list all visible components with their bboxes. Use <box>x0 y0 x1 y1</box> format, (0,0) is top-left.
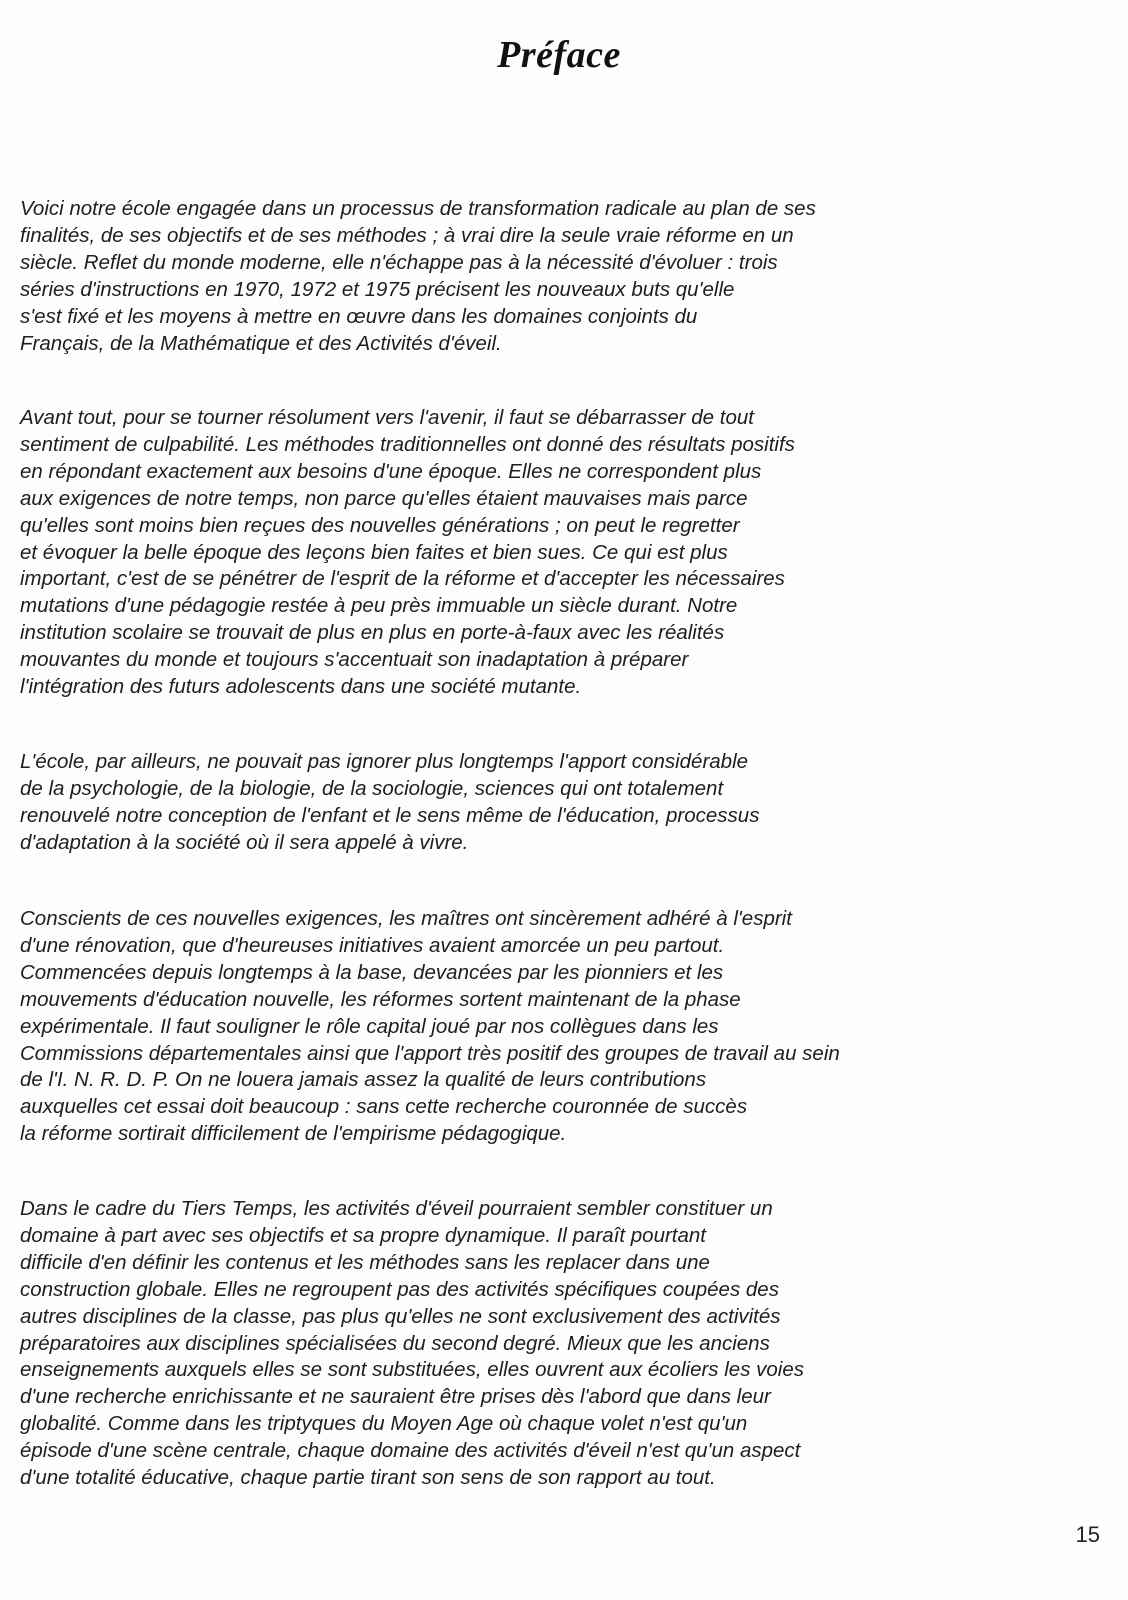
text-line: difficile d'en définir les contenus et les méthodes sans les replacer dans une <box>20 1250 710 1274</box>
text-line: mouvements d'éducation nouvelle, les réformes sortent maintenant de la phase <box>20 987 741 1011</box>
paragraph-3 <box>20 749 1030 857</box>
text-line: Dans le cadre du Tiers Temps, les activités d'éveil pourraient sembler constituer un <box>20 1197 773 1220</box>
text-line: et évoquer la belle époque des leçons bien faites et bien sues. Ce qui est plus <box>20 540 728 564</box>
text-line: aux exigences de notre temps, non parce qu'elles étaient mauvaises mais parce <box>20 486 748 510</box>
text-line: épisode d'une scène centrale, chaque domaine des activités d'éveil n'est qu'un aspect <box>20 1439 801 1463</box>
text-line: sentiment de culpabilité. Les méthodes traditionnelles ont donné des résultats positifs <box>20 432 795 456</box>
text-line: mutations d'une pédagogie restée à peu près immuable un siècle durant. Notre <box>20 594 738 618</box>
text-line: Conscients de ces nouvelles exigences, les maîtres ont sincèrement adhéré à l'esprit <box>20 907 792 930</box>
text-line: préparatoires aux disciplines spécialisées du second degré. Mieux que les anciens <box>20 1331 770 1355</box>
text-line: d'une rénovation, que d'heureuses initiatives avaient amorcée un peu partout. <box>20 933 725 957</box>
text-line: finalités, de ses objectifs et de ses méthodes ; à vrai dire la seule vraie réforme en un <box>20 223 794 247</box>
text-line: enseignements auxquels elles se sont substituées, elles ouvrent aux écoliers les voies <box>20 1358 804 1382</box>
text-line: la réforme sortirait difficilement de l'empirisme pédagogique. <box>20 1122 567 1146</box>
text-line: d'adaptation à la société où il sera appelé à vivre. <box>20 830 469 854</box>
text-line: Voici notre école engagée dans un processus de transformation radicale au plan de ses <box>20 197 816 220</box>
text-line: domaine à part avec ses objectifs et sa propre dynamique. Il paraît pourtant <box>20 1223 706 1247</box>
text-line: séries d'instructions en 1970, 1972 et 1975 précisent les nouveaux buts qu'elle <box>20 277 735 301</box>
text-line: d'une totalité éducative, chaque partie tirant son sens de son rapport au tout. <box>20 1466 716 1490</box>
paragraph-2 <box>20 405 1030 701</box>
text-line: L'école, par ailleurs, ne pouvait pas ignorer plus longtemps l'apport considérable <box>20 750 749 773</box>
text-line: qu'elles sont moins bien reçues des nouvelles générations ; on peut le regretter <box>20 513 740 537</box>
text-line: d'une recherche enrichissante et ne sauraient être prises dès l'abord que dans leur <box>20 1385 771 1409</box>
text-line: mouvantes du monde et toujours s'accentuait son inadaptation à préparer <box>20 648 689 672</box>
text-line: renouvelé notre conception de l'enfant et le sens même de l'éducation, processus <box>20 803 760 827</box>
text-line: Français, de la Mathématique et des Activités d'éveil. <box>20 331 502 355</box>
text-line: Commissions départementales ainsi que l'apport très positif des groupes de travail au sein <box>20 1041 840 1065</box>
text-line: en répondant exactement aux besoins d'une époque. Elles ne correspondent plus <box>20 459 762 483</box>
text-line: institution scolaire se trouvait de plus en plus en porte-à-faux avec les réalités <box>20 621 725 645</box>
text-line: de l'I. N. R. D. P. On ne louera jamais assez la qualité de leurs contributions <box>20 1068 707 1092</box>
text-line: Avant tout, pour se tourner résolument vers l'avenir, il faut se débarrasser de tout <box>20 406 754 429</box>
paragraph-5 <box>20 1196 1030 1492</box>
text-line: siècle. Reflet du monde moderne, elle n'échappe pas à la nécessité d'évoluer : trois <box>20 250 778 274</box>
text-line: Commencées depuis longtemps à la base, devancées par les pionniers et les <box>20 960 724 984</box>
text-line: construction globale. Elles ne regroupent pas des activités spécifiques coupées des <box>20 1277 779 1301</box>
paragraph-1 <box>20 196 1030 357</box>
page-number: 15 <box>1075 1522 1100 1547</box>
text-line: l'intégration des futurs adolescents dans une société mutante. <box>20 675 582 699</box>
text-line: auxquelles cet essai doit beaucoup : sans cette recherche couronnée de succès <box>20 1095 748 1119</box>
page-title: Préface <box>497 34 621 77</box>
text-line: autres disciplines de la classe, pas plus qu'elles ne sont exclusivement des activités <box>20 1304 781 1328</box>
text-line: important, c'est de se pénétrer de l'esprit de la réforme et d'accepter les nécessaires <box>20 567 785 591</box>
text-line: s'est fixé et les moyens à mettre en œuvre dans les domaines conjoints du <box>20 304 698 328</box>
text-line: globalité. Comme dans les triptyques du Moyen Age où chaque volet n'est qu'un <box>20 1412 748 1436</box>
text-line: de la psychologie, de la biologie, de la sociologie, sciences qui ont totalement <box>20 776 724 800</box>
text-line: expérimentale. Il faut souligner le rôle capital joué par nos collègues dans les <box>20 1014 719 1038</box>
paragraph-4 <box>20 906 1030 1148</box>
